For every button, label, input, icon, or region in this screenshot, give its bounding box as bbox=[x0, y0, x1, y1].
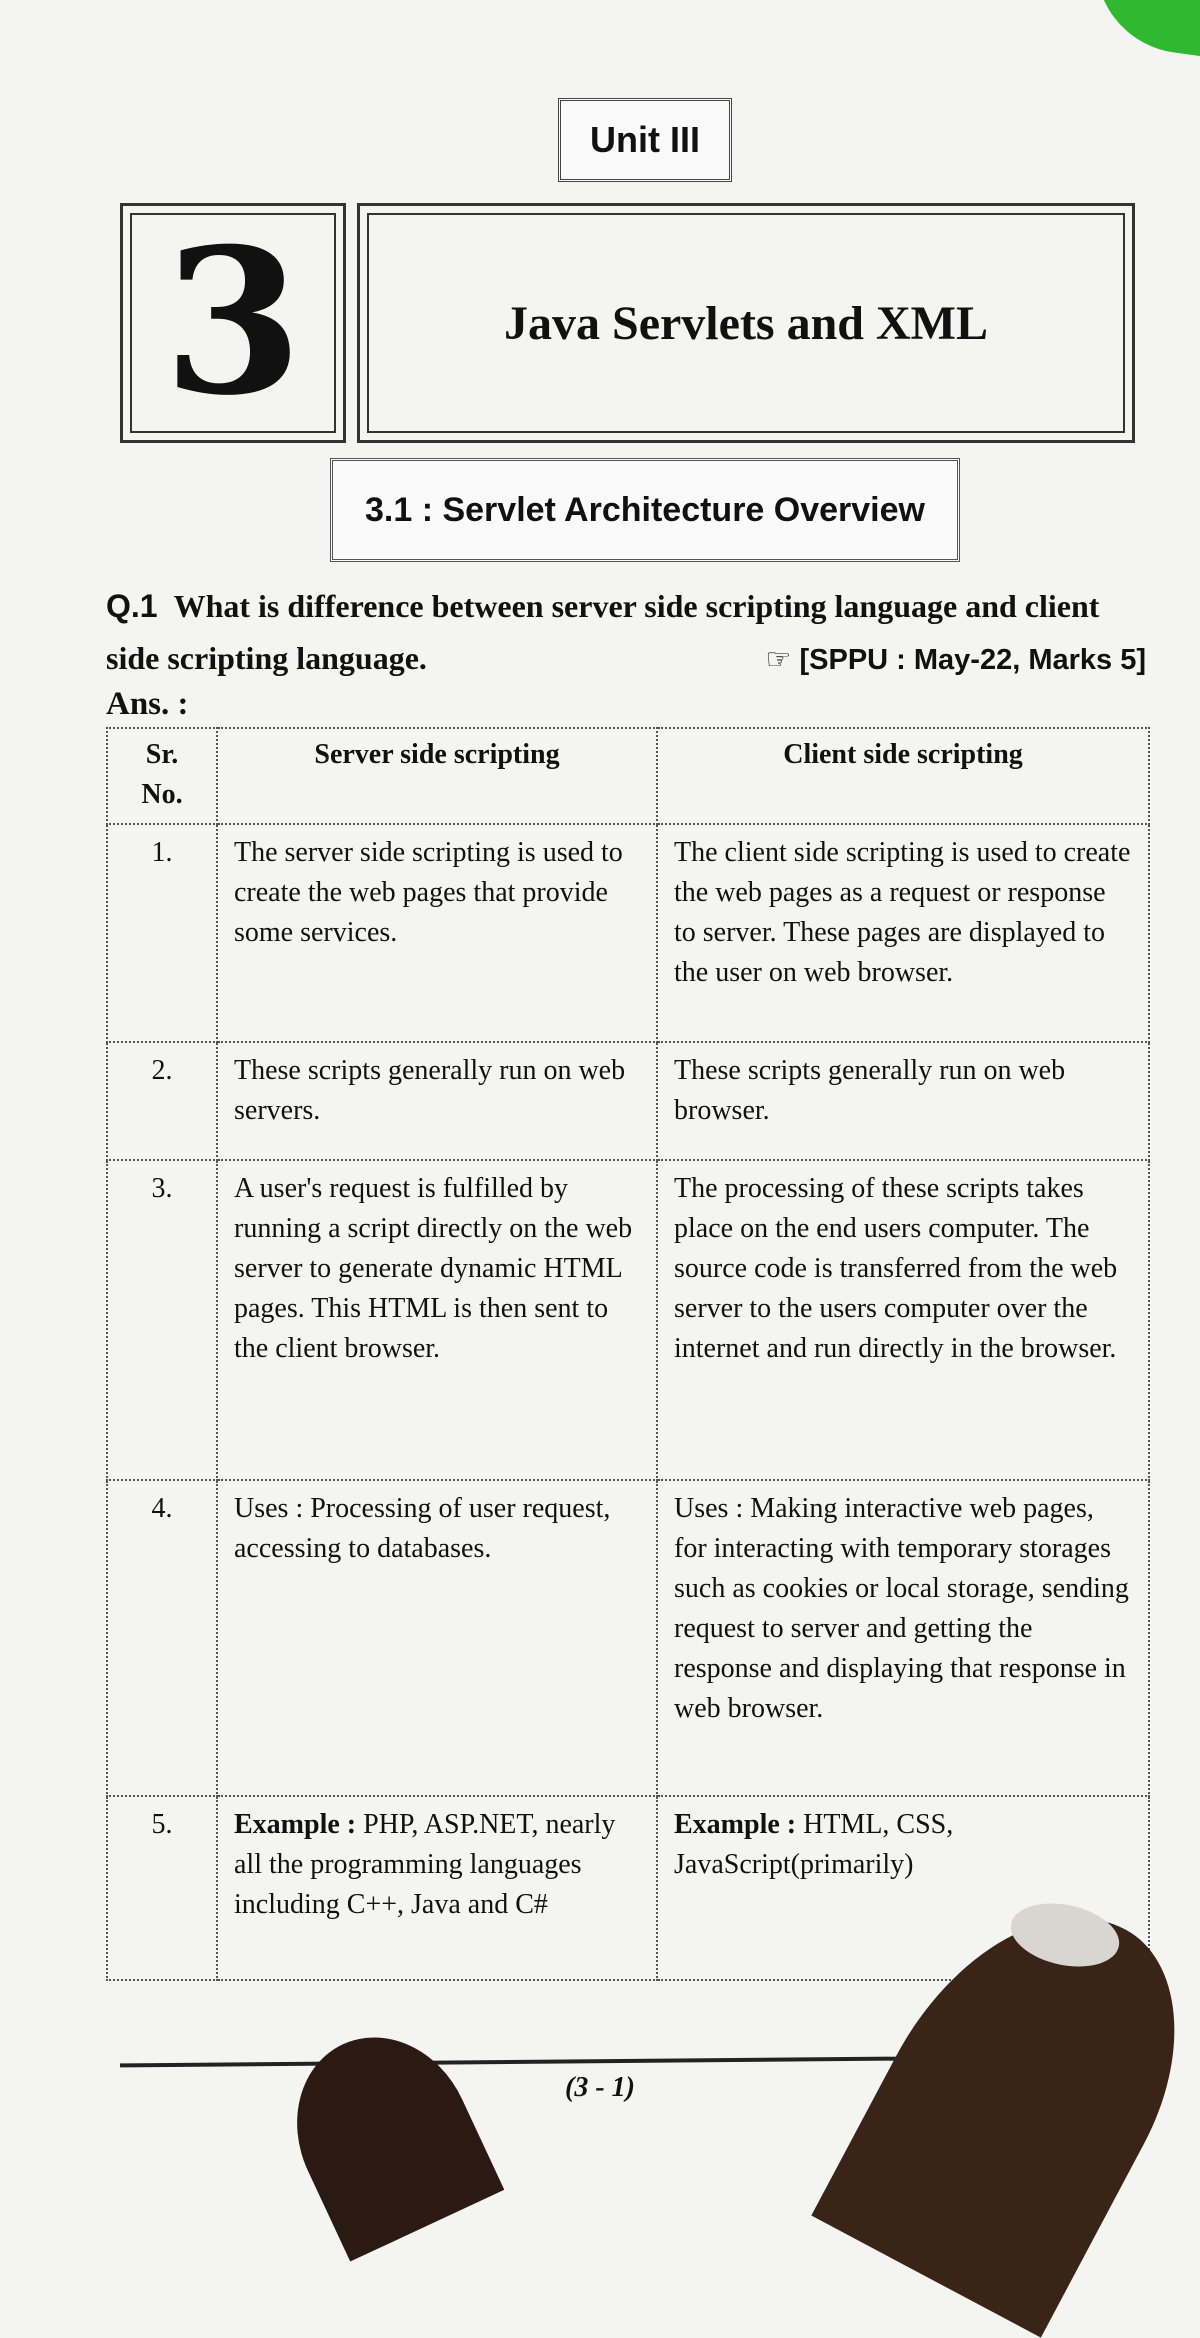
row-server-cell: A user's request is fulfilled by running a script directly on the web server to generate dynamic HTML pages. This HTML is then sent to the client browser. bbox=[217, 1160, 657, 1480]
question-line-1 bbox=[106, 580, 1146, 632]
row-sr: 2. bbox=[107, 1042, 217, 1160]
client-example-text: HTML, CSS, JavaScript(primarily) bbox=[674, 1809, 954, 1880]
table-header-row bbox=[107, 728, 1149, 824]
answer-label: Ans. : bbox=[106, 686, 189, 722]
section-title: 3.1 : Servlet Architecture Overview bbox=[330, 458, 960, 562]
example-label: Example : bbox=[234, 1809, 357, 1840]
green-corner-decoration bbox=[1084, 0, 1200, 59]
left-thumb bbox=[266, 2008, 505, 2261]
row-server-cell: The server side scripting is used to create the web pages that provide some services. bbox=[217, 824, 657, 1042]
row-server-cell: These scripts generally run on web servers. bbox=[217, 1042, 657, 1160]
row-server-cell bbox=[217, 1796, 657, 1980]
exam-reference: ☞ [SPPU : May-22, Marks 5] bbox=[765, 644, 1146, 676]
question-block bbox=[106, 580, 1146, 686]
table-row bbox=[107, 1042, 1149, 1160]
question-text-2: side scripting language. bbox=[106, 640, 427, 676]
question-number: Q.1 bbox=[106, 588, 158, 624]
table-row bbox=[107, 1480, 1149, 1796]
chapter-title: Java Servlets and XML bbox=[357, 203, 1135, 443]
header-sr-no: Sr. No. bbox=[107, 728, 217, 824]
row-client-cell: These scripts generally run on web browser. bbox=[657, 1042, 1149, 1160]
table-row bbox=[107, 1160, 1149, 1480]
question-line-2 bbox=[106, 632, 1146, 686]
question-text-1: What is difference between server side scripting language and client bbox=[173, 588, 1100, 624]
row-sr: 5. bbox=[107, 1796, 217, 1980]
chapter-number: 3 bbox=[120, 203, 346, 443]
row-client-cell: The processing of these scripts takes place on the end users computer. The source code is transferred from the web server to the users computer over the internet and run directly in the browser. bbox=[657, 1160, 1149, 1480]
row-server-cell: Uses : Processing of user request, accessing to databases. bbox=[217, 1480, 657, 1796]
header-server-side: Server side scripting bbox=[217, 728, 657, 824]
page-number: (3 - 1) bbox=[565, 2072, 635, 2103]
example-label: Example : bbox=[674, 1809, 797, 1840]
row-sr: 3. bbox=[107, 1160, 217, 1480]
unit-label: Unit III bbox=[558, 98, 732, 182]
row-sr: 4. bbox=[107, 1480, 217, 1796]
table-row bbox=[107, 824, 1149, 1042]
row-client-cell: Uses : Making interactive web pages, for interacting with temporary storages such as cookies or local storage, sending request to server and getting the response and displaying that response in web browser. bbox=[657, 1480, 1149, 1796]
server-example-text: PHP, ASP.NET, nearly all the programming languages including C++, Java and C# bbox=[234, 1809, 616, 1920]
comparison-table bbox=[106, 727, 1150, 1981]
row-sr: 1. bbox=[107, 824, 217, 1042]
header-client-side: Client side scripting bbox=[657, 728, 1149, 824]
row-client-cell: The client side scripting is used to create the web pages as a request or response to server. These pages are displayed to the user on web browser. bbox=[657, 824, 1149, 1042]
